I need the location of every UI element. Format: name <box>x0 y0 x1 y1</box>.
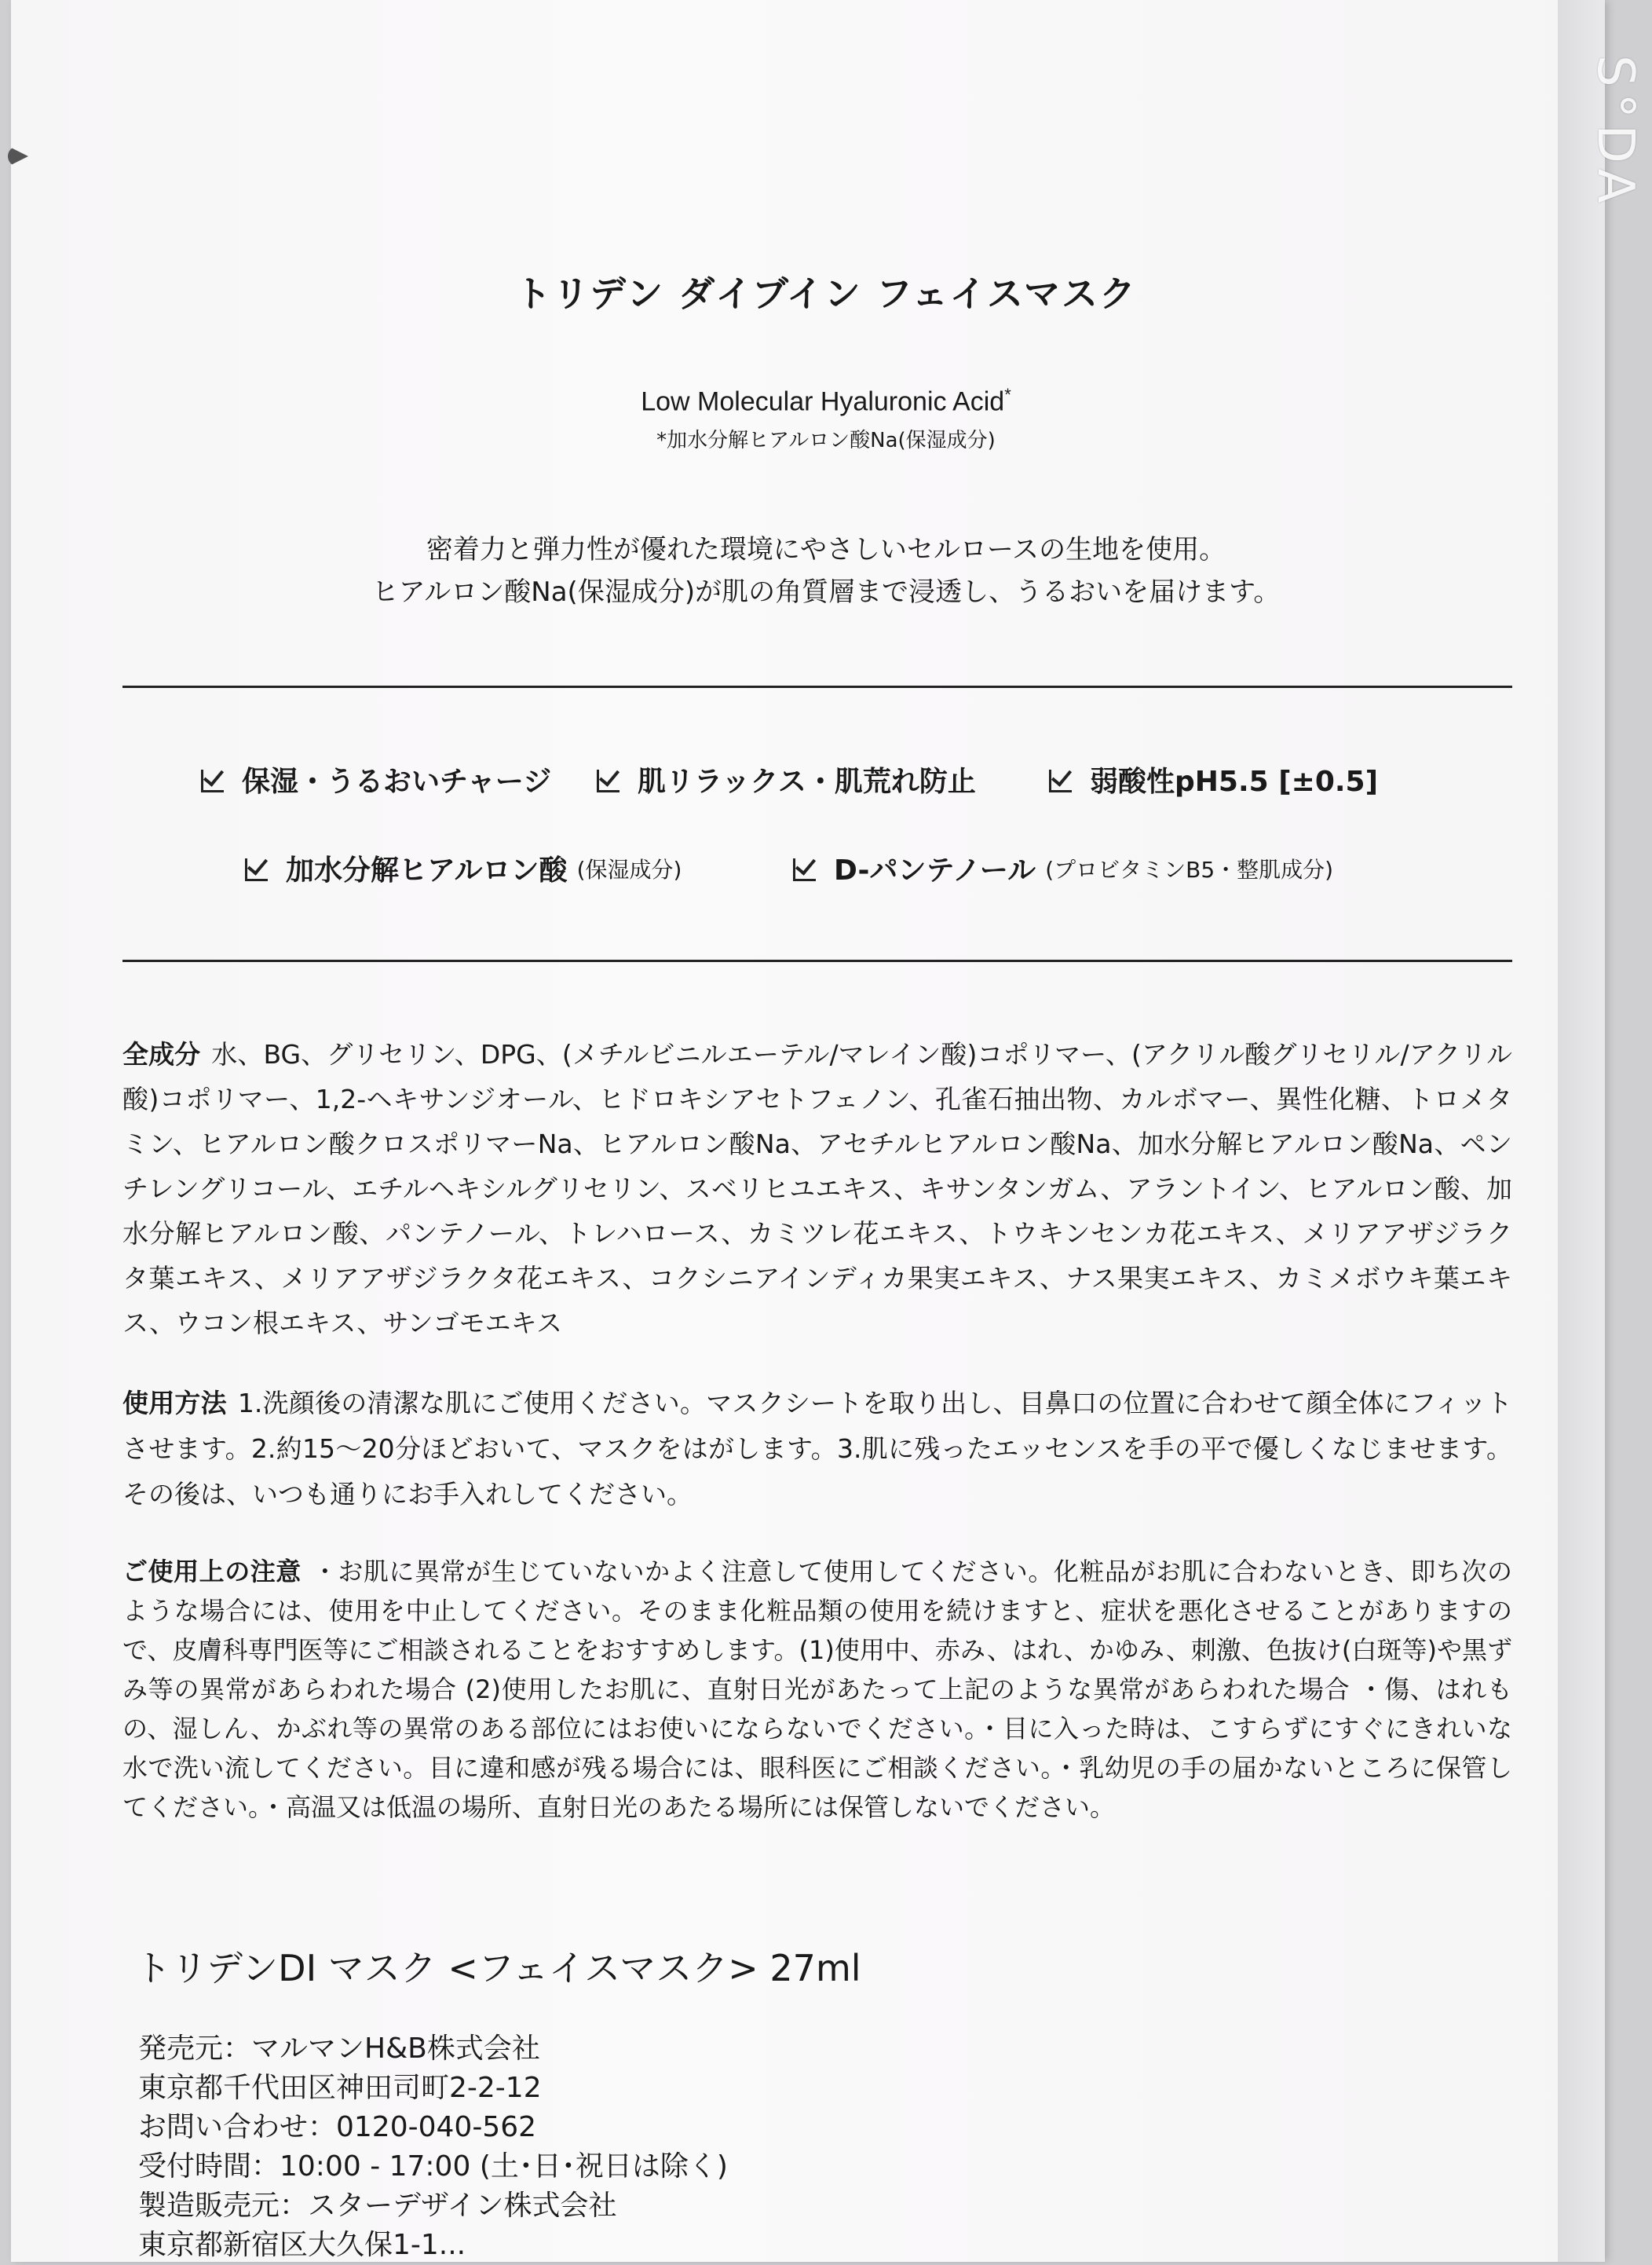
company-info <box>138 2029 728 2265</box>
usage-heading: 使用方法 <box>122 1388 227 1418</box>
usage-text: 1.洗顔後の清潔な肌にご使用ください。マスクシートを取り出し、目鼻口の位置に合わせて顔全体にフィットさせます。2.約15～20分ほどおいて、マスクをはがします。3.肌に残ったエッセンスを手の平で優しくなじませます。その後は、いつも通りにお手入れしてください。 <box>122 1388 1512 1509</box>
divider-top <box>122 686 1512 688</box>
feature-item <box>793 848 1333 888</box>
usage-section <box>122 1381 1512 1517</box>
feature-label: 弱酸性pH5.5 [±0.5] <box>1090 766 1379 798</box>
feature-label: D-パンテノール <box>834 854 1036 887</box>
checkbox-check-icon <box>201 767 229 793</box>
distributor-line: 発売元：マルマンH&B株式会社 <box>138 2033 540 2065</box>
checkbox-check-icon <box>597 767 625 793</box>
feature-label: 加水分解ヒアルロン酸 <box>286 854 568 887</box>
checkbox-check-icon <box>1049 767 1077 793</box>
feature-item <box>597 759 976 800</box>
address-line: 東京都千代田区神田司町2-2-12 <box>138 2072 542 2104</box>
manufacturer-address-line: 東京都新宿区大久保1-1... <box>138 2229 466 2261</box>
subtitle-en: Low Molecular Hyaluronic Acid* <box>641 385 1011 417</box>
feature-note: (プロビタミンB5・整肌成分) <box>1045 856 1334 883</box>
subtitle-jp: *加水分解ヒアルロン酸Na(保湿成分) <box>656 429 996 452</box>
ingredients-text: 水、BG、グリセリン、DPG、(メチルビニルエーテル/マレイン酸)コポリマー、(アクリル酸グリセリル/アクリル酸)コポリマー、1,2-ヘキサンジオール、ヒドロキシアセトフェノン、孔雀石抽出物、カルボマー、異性化糖、トロメタミン、ヒアルロン酸クロスポリマーNa、ヒアルロン酸Na、アセチルヒアルロン酸Na、加水分解ヒアルロン酸Na、ペンチレングリコール、エチルヘキシルグリセリン、スベリヒユエキス、キサンタンガム、アラントイン、ヒアルロン酸、加水分解ヒアルロン酸、パンテノール、トレハロース、カミツレ花エキス、トウキンセンカ花エキス、メリアアザジラクタ葉エキス、メリアアザジラクタ花エキス、コクシニアインディカ果実エキス、ナス果実エキス、カミメボウキ葉エキス、ウコン根エキス、サンゴモエキス <box>122 1039 1513 1338</box>
hours-line: 受付時間：10:00 - 17:00 (土･日･祝日は除く) <box>138 2150 728 2183</box>
watermark: S°DA <box>1586 55 1644 210</box>
divider-bottom <box>122 960 1512 962</box>
product-volume-line: トリデンDI マスク <フェイスマスク> 27ml <box>135 1947 861 1989</box>
package-edge <box>1558 0 1605 2262</box>
tagline-line-1: 密着力と弾力性が優れた環境にやさしいセルロースの生地を使用。 <box>426 534 1226 565</box>
feature-item <box>201 759 551 800</box>
ingredients-section <box>122 1032 1512 1345</box>
feature-item <box>245 848 682 888</box>
feature-label: 保湿・うるおいチャージ <box>242 766 552 798</box>
caution-text: ・お肌に異常が生じていないかよく注意して使用してください。化粧品がお肌に合わないとき、即ち次のような場合には、使用を中止してください。そのまま化粧品類の使用を続けますと、症状を悪化させることがありますので、皮膚科専門医等にご相談されることをおすすめします。(1)使用中、赤み、はれ、かゆみ、刺激、色抜け(白斑等)や黒ずみ等の異常があらわれた場合 (2)使用したお肌に、直射日光があたって上記のような異常があらわれた場合 ・傷、はれもの、湿しん、かぶれ等の異常のある部位にはお使いにならないでください。・目に入った時は、こすらずにすぐにきれいな水で洗い流してください。目に違和感が残る場合には、眼科医にご相談ください。・乳幼児の手の届かないところに保管してください。・高温又は低温の場所、直射日光のあたる場所には保管しないでください。 <box>122 1557 1512 1822</box>
contact-line: お問い合わせ：0120-040-562 <box>138 2111 537 2143</box>
caution-section <box>122 1552 1512 1827</box>
ingredients-heading: 全成分 <box>122 1039 201 1070</box>
feature-note: (保湿成分) <box>576 856 682 883</box>
caution-heading: ご使用上の注意 <box>122 1557 302 1586</box>
feature-label: 肌リラックス・肌荒れ防止 <box>638 766 976 798</box>
checkbox-check-icon <box>245 855 273 882</box>
product-title: トリデン ダイブイン フェイスマスク <box>514 273 1138 315</box>
tagline-line-2: ヒアルロン酸Na(保湿成分)が肌の角質層まで浸透し、うるおいを届けます。 <box>371 576 1281 608</box>
manufacturer-line: 製造販売元：スターデザイン株式会社 <box>138 2190 617 2222</box>
checkbox-check-icon <box>793 855 821 882</box>
feature-item <box>1049 759 1378 800</box>
